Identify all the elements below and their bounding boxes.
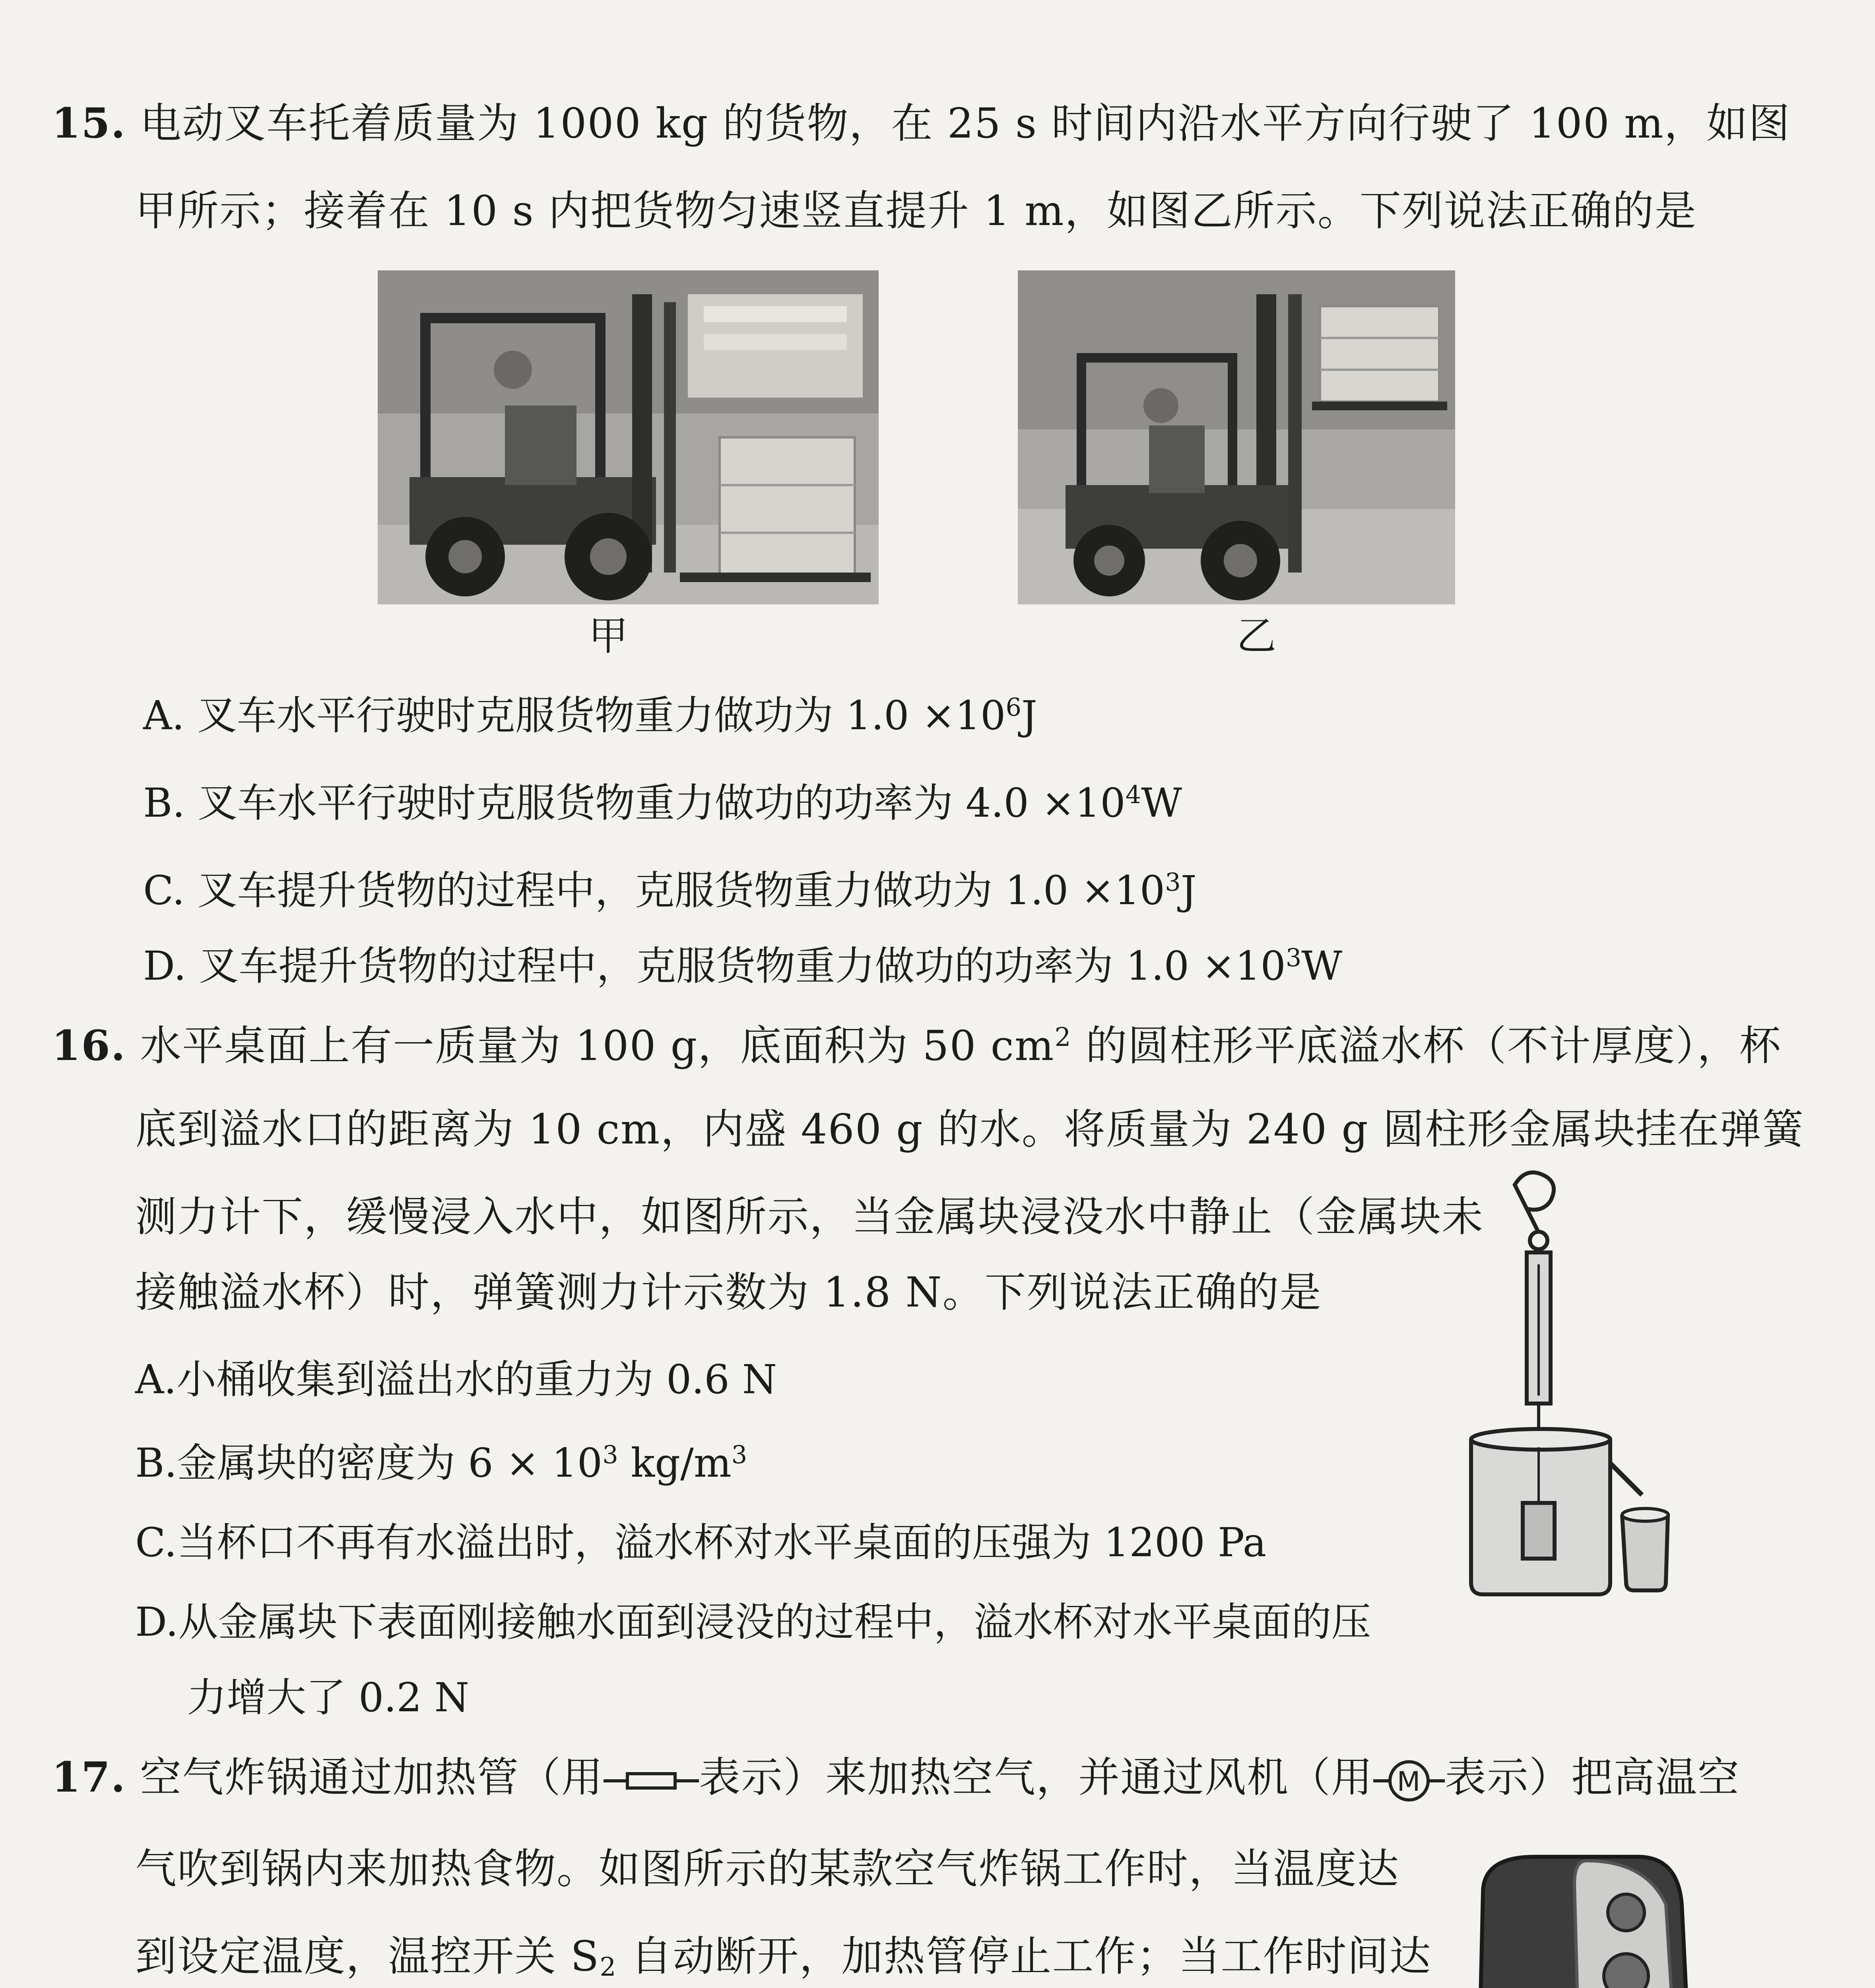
q16-line2: 底到溢水口的距离为 10 cm，内盛 460 g 的水。将质量为 240 g 圆柱形金属块挂在弹簧: [135, 1105, 1804, 1153]
forklift-photo-yi: [1018, 270, 1455, 604]
q15-option-b: [143, 775, 1182, 831]
option-label: C.: [135, 1519, 177, 1566]
option-label: A.: [135, 1356, 177, 1403]
overflow-cup-figure: [1447, 1161, 1670, 1610]
q16-option-a: [135, 1352, 777, 1408]
fig-label-jia: 甲: [588, 613, 628, 659]
motor-symbol-icon: [1373, 1759, 1445, 1803]
q16-text-line1a: 水平桌面上有一质量为 100 g，底面积为 50 cm: [140, 1021, 1055, 1070]
q17-line3: [135, 1928, 1431, 1984]
option-text: 叉车提升货物的过程中，克服货物重力做功的功率为 1.0 ×10: [199, 943, 1286, 989]
unit: J: [1180, 867, 1197, 914]
option-label: B.: [135, 1440, 177, 1486]
option-label: A.: [143, 692, 185, 739]
exponent: 3: [602, 1440, 618, 1469]
option-text: 金属块的密度为 6 × 10: [177, 1440, 603, 1486]
exponent: 2: [1054, 1022, 1072, 1052]
q17-text-line1a: 空气炸锅通过加热管（用: [140, 1753, 604, 1802]
subscript: 2: [600, 1952, 617, 1982]
q17-text-line3b: 自动断开，加热管停止工作；当工作时间达: [617, 1932, 1432, 1980]
unit: J: [1021, 692, 1038, 739]
air-fryer-image: [1455, 1845, 1702, 1988]
unit: kg/m: [618, 1440, 732, 1486]
forklift-lifting-image: [1018, 270, 1455, 604]
q15-option-d: [143, 938, 1342, 994]
heater-symbol-icon: [604, 1765, 699, 1797]
fig-label-yi: 乙: [1236, 613, 1276, 659]
unit: W: [1301, 943, 1343, 989]
exponent: 3: [1285, 943, 1302, 972]
q15-option-c: [143, 863, 1197, 918]
option-text: 叉车提升货物的过程中，克服货物重力做功为 1.0 ×10: [197, 867, 1165, 914]
option-text: 小桶收集到溢出水的重力为 0.6 N: [177, 1356, 777, 1403]
exponent: 3: [731, 1440, 747, 1469]
q16-option-c: [135, 1515, 1266, 1571]
unit: W: [1141, 780, 1182, 826]
q15-number: 15.: [52, 99, 126, 148]
q16-option-d-cont: 力增大了 0.2 N: [187, 1674, 470, 1721]
exponent: 4: [1125, 780, 1141, 809]
option-label: B.: [143, 780, 185, 826]
q16-option-d: [135, 1594, 1371, 1650]
q17-text-line1b: 表示）来加热空气，并通过风机（用: [699, 1753, 1374, 1802]
forklift-photo-jia: [378, 270, 879, 604]
option-text: 从金属块下表面刚接触水面到浸没的过程中，溢水杯对水平桌面的压: [178, 1599, 1371, 1645]
q15-line1: [52, 95, 1791, 151]
q16-line1: [52, 1018, 1782, 1074]
q16-line3: 测力计下，缓慢浸入水中，如图所示，当金属块浸没水中静止（金属块未: [135, 1192, 1484, 1241]
q16-number: 16.: [52, 1021, 126, 1070]
option-text: 叉车水平行驶时克服货物重力做功的功率为 4.0 ×10: [198, 780, 1126, 826]
exponent: 3: [1165, 867, 1181, 897]
motor-symbol-letter: M: [1397, 1766, 1421, 1798]
q17-line1: [52, 1749, 1740, 1805]
forklift-horizontal-image: [378, 270, 879, 604]
q15-text-line1: 电动叉车托着质量为 1000 kg 的货物，在 25 s 时间内沿水平方向行驶了 100 m，如图: [140, 99, 1791, 148]
option-text: 当杯口不再有水溢出时，溢水杯对水平桌面的压强为 1200 Pa: [177, 1519, 1267, 1566]
q17-number: 17.: [52, 1753, 126, 1802]
option-label: C.: [143, 867, 185, 914]
exponent: 6: [1005, 692, 1021, 722]
q15-line2: 甲所示；接着在 10 s 内把货物匀速竖直提升 1 m，如图乙所示。下列说法正确的是: [135, 186, 1697, 235]
option-label: D.: [135, 1599, 179, 1645]
q16-option-b: [135, 1435, 747, 1491]
option-label: D.: [143, 943, 186, 989]
q17-text-line1c: 表示）把高温空: [1445, 1753, 1740, 1802]
option-text: 叉车水平行驶时克服货物重力做功为 1.0 ×10: [197, 692, 1006, 739]
q16-text-line1b: 的圆柱形平底溢水杯（不计厚度），杯: [1071, 1021, 1782, 1070]
q17-line2: 气吹到锅内来加热食物。如图所示的某款空气炸锅工作时，当温度达: [135, 1844, 1400, 1893]
q16-line4: 接触溢水杯）时，弹簧测力计示数为 1.8 N。下列说法正确的是: [135, 1268, 1322, 1316]
q15-option-a: [143, 688, 1037, 744]
q17-text-line3a: 到设定温度，温控开关 S: [135, 1932, 600, 1980]
